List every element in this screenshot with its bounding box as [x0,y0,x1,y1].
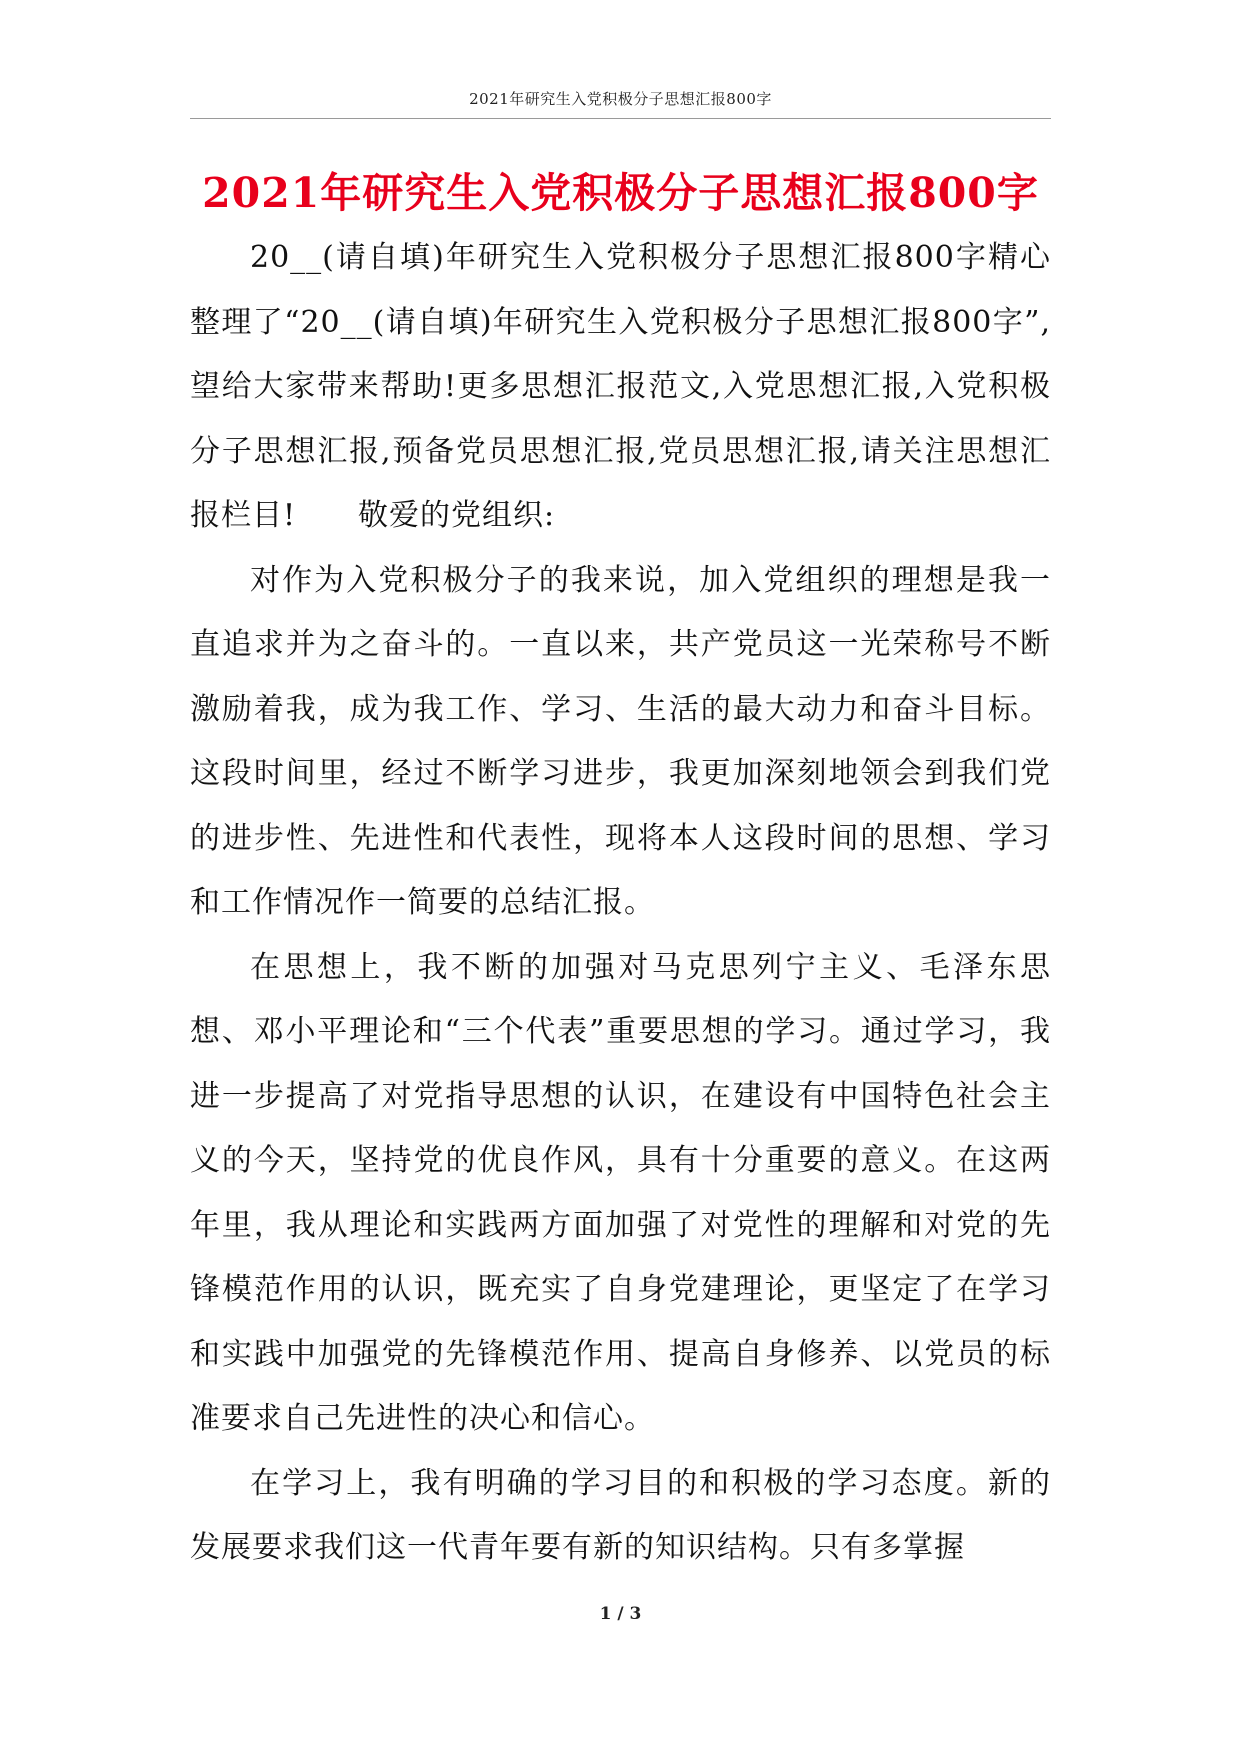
paragraph-study: 在学习上，我有明确的学习目的和积极的学习态度。新的发展要求我们这一代青年要有新的知识结构。只有多掌握 [190,1465,1051,1565]
document-title: 2021年研究生入党积极分子思想汇报800字 [202,169,1039,217]
paragraph-ideology: 在思想上，我不断的加强对马克思列宁主义、毛泽东思想、邓小平理论和“三个代表”重要思想的学习。通过学习，我进一步提高了对党指导思想的认识，在建设有中国特色社会主义的今天，坚持党的优良作风，具有十分重要的意义。在这两年里，我从理论和实践两方面加强了对党性的理解和对党的先锋模范作用的认识，既充实了自身党建理论，更坚定了在学习和实践中加强党的先锋模范作用、提高自身修养、以党员的标准要求自己先进性的决心和信心。 [190,949,1051,1436]
page-number: 1 / 3 [599,1604,642,1624]
header-divider [190,118,1051,119]
paragraph-intro: 20__(请自填)年研究生入党积极分子思想汇报800字精心整理了“20__(请自填)年研究生入党积极分子思想汇报800字”,望给大家带来帮助!更多思想汇报范文,入党思想汇报,入党积极分子思想汇报,预备党员思想汇报,党员思想汇报,请关注思想汇报栏目! 敬爱的党组织: [190,240,1051,533]
running-header: 2021年研究生入党积极分子思想汇报800字 [469,90,772,108]
document-body [190,226,1051,1581]
paragraph-aspiration: 对作为入党积极分子的我来说，加入党组织的理想是我一直追求并为之奋斗的。一直以来，共产党员这一光荣称号不断激励着我，成为我工作、学习、生活的最大动力和奋斗目标。这段时间里，经过不断学习进步，我更加深刻地领会到我们党的进步性、先进性和代表性，现将本人这段时间的思想、学习和工作情况作一简要的总结汇报。 [190,562,1051,920]
